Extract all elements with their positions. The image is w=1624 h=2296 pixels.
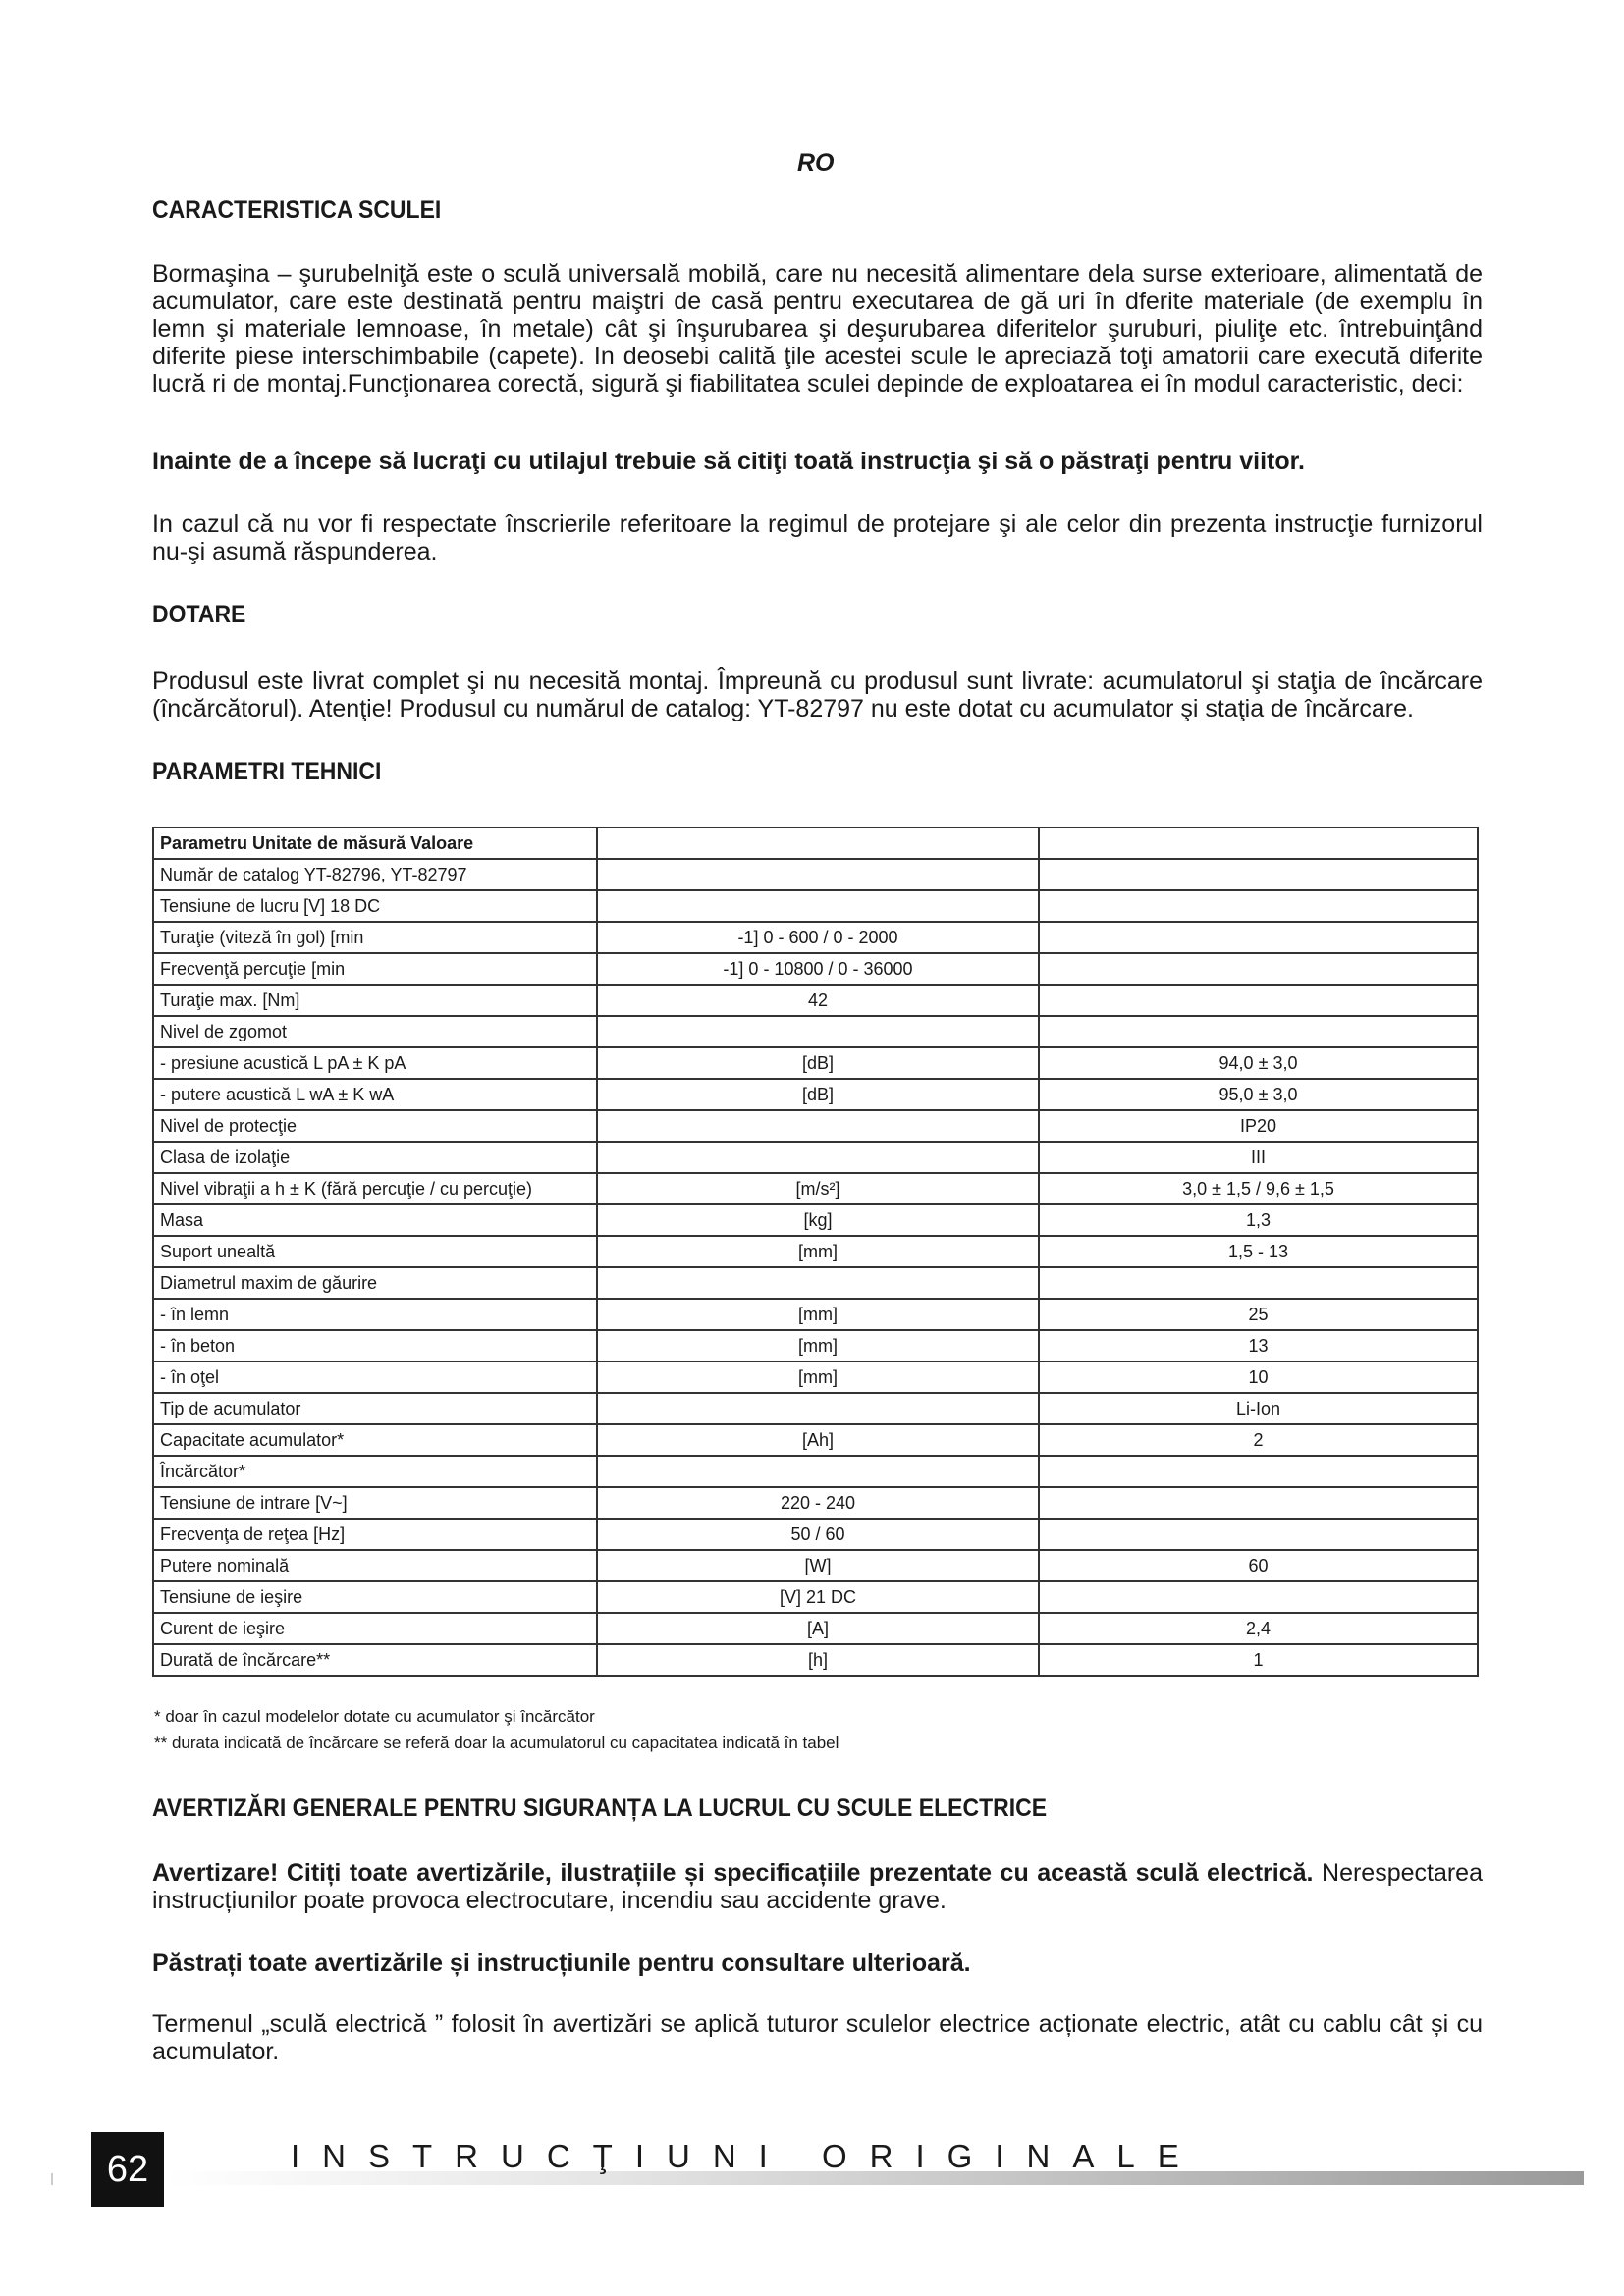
- table-cell: [1039, 1519, 1478, 1550]
- table-cell: [1039, 1456, 1478, 1487]
- table-cell: 42: [597, 985, 1039, 1016]
- table-cell: IP20: [1039, 1110, 1478, 1142]
- warning-bold-text: Avertizare! Citiți toate avertizările, ilustrațiile și specificațiile prezentate cu această sculă electrică.: [152, 1859, 1314, 1887]
- table-cell: 50 / 60: [597, 1519, 1039, 1550]
- table-cell: [597, 1267, 1039, 1299]
- table-cell: 220 - 240: [597, 1487, 1039, 1519]
- table-row: [153, 1047, 1478, 1079]
- table-cell: [mm]: [597, 1362, 1039, 1393]
- table-row: [153, 1519, 1478, 1550]
- table-cell: 95,0 ± 3,0: [1039, 1079, 1478, 1110]
- table-cell: 1,3: [1039, 1204, 1478, 1236]
- table-cell: Turaţie (viteză în gol) [min: [153, 922, 597, 953]
- table-row: [153, 1204, 1478, 1236]
- table-cell: Suport unealtă: [153, 1236, 597, 1267]
- table-cell: [1039, 953, 1478, 985]
- table-cell: [1039, 1267, 1478, 1299]
- table-row: [153, 1016, 1478, 1047]
- table-cell: -1] 0 - 600 / 0 - 2000: [597, 922, 1039, 953]
- table-row: [153, 1236, 1478, 1267]
- heading-dotare: DOTARE: [152, 601, 246, 628]
- table-cell: - putere acustică L wA ± K wA: [153, 1079, 597, 1110]
- table-cell: - în beton: [153, 1330, 597, 1362]
- table-row: [153, 890, 1478, 922]
- table-cell: [dB]: [597, 1079, 1039, 1110]
- page-number: 62: [91, 2132, 164, 2207]
- table-cell: Turaţie max. [Nm]: [153, 985, 597, 1016]
- footnote-1: * doar în cazul modelelor dotate cu acumulator şi încărcător: [154, 1707, 595, 1726]
- table-cell: [dB]: [597, 1047, 1039, 1079]
- table-cell: [1039, 890, 1478, 922]
- table-cell: 13: [1039, 1330, 1478, 1362]
- table-cell: 94,0 ± 3,0: [1039, 1047, 1478, 1079]
- table-cell: [1039, 922, 1478, 953]
- table-row: [153, 1362, 1478, 1393]
- table-cell: 1: [1039, 1644, 1478, 1676]
- table-cell: Curent de ieşire: [153, 1613, 597, 1644]
- table-cell: Tensiune de intrare [V~]: [153, 1487, 597, 1519]
- table-cell: [597, 1142, 1039, 1173]
- table-cell: Tensiune de lucru [V] 18 DC: [153, 890, 597, 922]
- table-cell: [597, 859, 1039, 890]
- table-cell: Nivel de protecţie: [153, 1110, 597, 1142]
- table-cell: 60: [1039, 1550, 1478, 1581]
- table-cell: [597, 1110, 1039, 1142]
- table-row: [153, 859, 1478, 890]
- table-cell: [mm]: [597, 1299, 1039, 1330]
- table-cell: Diametrul maxim de găurire: [153, 1267, 597, 1299]
- paragraph-dotare: Produsul este livrat complet şi nu necesită montaj. Împreună cu produsul sunt livrate: acumulatorul şi staţia de încărcare (încărcătorul). Atenţie! Produsul cu numărul de catalog: YT-82797 nu este dotat cu acumulator şi staţia de încărcare.: [152, 667, 1483, 722]
- table-cell: Capacitate acumulator*: [153, 1424, 597, 1456]
- table-cell: [597, 1456, 1039, 1487]
- table-cell: - în lemn: [153, 1299, 597, 1330]
- heading-parametri-tehnici: PARAMETRI TEHNICI: [152, 758, 382, 785]
- table-cell: 2,4: [1039, 1613, 1478, 1644]
- table-cell: 10: [1039, 1362, 1478, 1393]
- table-row: [153, 1267, 1478, 1299]
- table-row: [153, 985, 1478, 1016]
- table-cell: [1039, 859, 1478, 890]
- table-row: [153, 1550, 1478, 1581]
- table-row: [153, 1110, 1478, 1142]
- warning-rest-text: Nerespectarea instrucțiunilor poate provoca electrocutare, incendiu sau accidente grave.: [152, 1859, 1483, 1914]
- table-cell: [597, 1016, 1039, 1047]
- table-cell: Putere nominală: [153, 1550, 597, 1581]
- paragraph-keep-warnings: Păstrați toate avertizările și instrucțiunile pentru consultare ulterioară.: [152, 1949, 971, 1977]
- table-cell: 25: [1039, 1299, 1478, 1330]
- table-row: [153, 1424, 1478, 1456]
- table-cell: Clasa de izolaţie: [153, 1142, 597, 1173]
- table-cell: Nivel de zgomot: [153, 1016, 597, 1047]
- table-cell: [A]: [597, 1613, 1039, 1644]
- table-cell: -1] 0 - 10800 / 0 - 36000: [597, 953, 1039, 985]
- table-cell: [597, 890, 1039, 922]
- table-cell: Frecvenţă percuţie [min: [153, 953, 597, 985]
- table-row: [153, 1613, 1478, 1644]
- table-cell: [597, 1393, 1039, 1424]
- table-row: [153, 1487, 1478, 1519]
- table-cell: - în oţel: [153, 1362, 597, 1393]
- table-cell: Masa: [153, 1204, 597, 1236]
- footer-title: INSTRUCŢIUNI ORIGINALE: [291, 2138, 1202, 2174]
- language-code: RO: [797, 149, 835, 177]
- table-row: [153, 922, 1478, 953]
- table-cell: [1039, 1581, 1478, 1613]
- table-cell: [1039, 828, 1478, 859]
- table-row: [153, 1330, 1478, 1362]
- table-cell: 2: [1039, 1424, 1478, 1456]
- table-cell: Frecvenţa de reţea [Hz]: [153, 1519, 597, 1550]
- table-row: [153, 1079, 1478, 1110]
- table-row: [153, 1393, 1478, 1424]
- table-cell: [Ah]: [597, 1424, 1039, 1456]
- table-row: [153, 1581, 1478, 1613]
- table-cell: [1039, 1016, 1478, 1047]
- table-cell: III: [1039, 1142, 1478, 1173]
- heading-caracteristica: CARACTERISTICA SCULEI: [152, 196, 442, 224]
- table-row: [153, 953, 1478, 985]
- table-cell: 3,0 ± 1,5 / 9,6 ± 1,5: [1039, 1173, 1478, 1204]
- table-cell: [h]: [597, 1644, 1039, 1676]
- table-cell: - presiune acustică L pA ± K pA: [153, 1047, 597, 1079]
- table-cell: Număr de catalog YT-82796, YT-82797: [153, 859, 597, 890]
- technical-parameters-table: [152, 827, 1479, 1677]
- table-cell: Tensiune de ieşire: [153, 1581, 597, 1613]
- table-cell: [mm]: [597, 1330, 1039, 1362]
- table-cell: Încărcător*: [153, 1456, 597, 1487]
- table-cell: Li-Ion: [1039, 1393, 1478, 1424]
- table-cell: [m/s²]: [597, 1173, 1039, 1204]
- paragraph-warning: [152, 1859, 1483, 1914]
- table-row: [153, 1644, 1478, 1676]
- table-cell: Tip de acumulator: [153, 1393, 597, 1424]
- heading-avertizari: AVERTIZĂRI GENERALE PENTRU SIGURANȚA LA LUCRUL CU SCULE ELECTRICE: [152, 1794, 1048, 1822]
- table-cell: Nivel vibraţii a h ± K (fără percuţie / cu percuţie): [153, 1173, 597, 1204]
- table-cell: [1039, 1487, 1478, 1519]
- edge-mark: [51, 2173, 53, 2185]
- table-cell: [V] 21 DC: [597, 1581, 1039, 1613]
- table-cell: Durată de încărcare**: [153, 1644, 597, 1676]
- table-cell: [597, 828, 1039, 859]
- table-row: [153, 1173, 1478, 1204]
- footnote-2: ** durata indicată de încărcare se referă doar la acumulatorul cu capacitatea indicată în tabel: [154, 1734, 839, 1752]
- table-row: [153, 1299, 1478, 1330]
- table-cell: Parametru Unitate de măsură Valoare: [153, 828, 597, 859]
- table-row: [153, 1142, 1478, 1173]
- table-row: [153, 1456, 1478, 1487]
- paragraph-description: Bormaşina – şurubelniţă este o sculă universală mobilă, care nu necesită alimentare dela surse exterioare, alimentată de acumulator, care este destinată pentru maiştri de casă pentru executarea de gă uri în dferite materiale (de exemplu în lemn şi materiale lemnoase, în metale) cât şi înşurubarea şi deşurubarea diferitelor şuruburi, piuliţe etc. întrebuinţând diferite piese interschimbabile (capete). In deosebi calită ţile acestei scule le apreciază toţi amatorii care execută diferite lucră ri de montaj.Funcţionarea corectă, sigură şi fiabilitatea sculei depinde de exploatarea ei în modul caracteristic, deci:: [152, 260, 1483, 398]
- table-row: [153, 828, 1478, 859]
- paragraph-liability: In cazul că nu vor fi respectate înscrierile referitoare la regimul de protejare şi ale celor din prezenta instrucţie furnizorul nu-şi asumă răspunderea.: [152, 510, 1483, 565]
- paragraph-read-instructions: Inainte de a începe să lucraţi cu utilajul trebuie să citiţi toată instrucţia şi să o păstraţi pentru viitor.: [152, 448, 1305, 475]
- table-cell: [mm]: [597, 1236, 1039, 1267]
- table-cell: [kg]: [597, 1204, 1039, 1236]
- table-cell: 1,5 - 13: [1039, 1236, 1478, 1267]
- table-cell: [1039, 985, 1478, 1016]
- paragraph-term-definition: Termenul „sculă electrică ” folosit în avertizări se aplică tuturor sculelor electrice acționate electric, atât cu cablu cât și cu acumulator.: [152, 2010, 1483, 2065]
- table-cell: [W]: [597, 1550, 1039, 1581]
